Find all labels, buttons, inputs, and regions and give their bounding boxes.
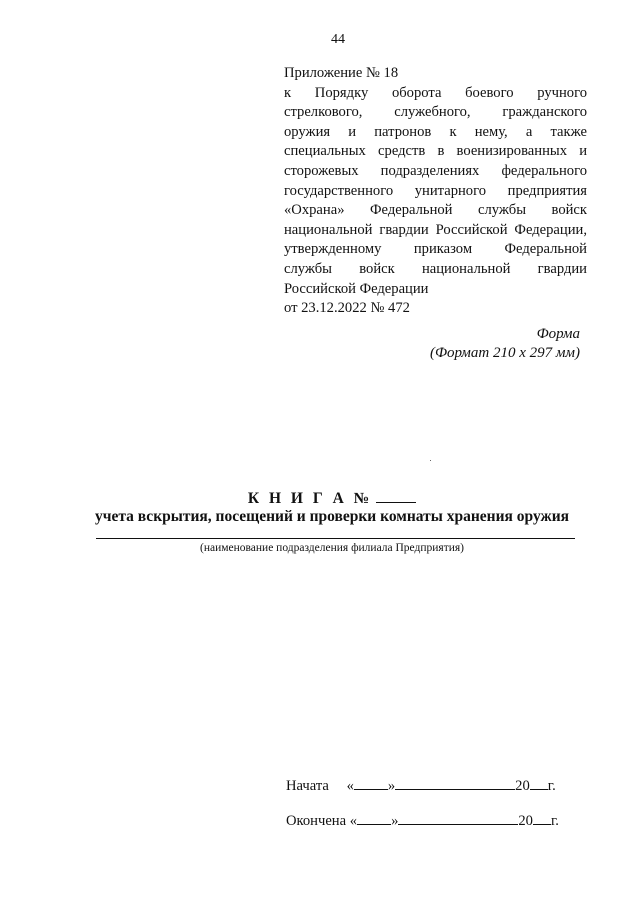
start-century: 20 (515, 778, 530, 794)
close-quote: » (391, 813, 399, 829)
page-number: 44 (331, 32, 345, 47)
appendix-line: оружия и патронов к нему, а также (284, 123, 587, 140)
book-title-text: К Н И Г А № (247, 490, 373, 507)
appendix-line: сторожевых подразделениях федерального (284, 162, 587, 179)
form-format: (Формат 210 х 297 мм) (429, 345, 580, 361)
appendix-line: стрелкового, служебного, гражданского (284, 104, 587, 121)
book-number-blank (376, 490, 416, 503)
start-date-row (286, 775, 556, 795)
appendix-line: национальной гвардии Российской Федерации, (284, 221, 587, 238)
start-year-blank (530, 775, 548, 790)
unit-name-line (96, 538, 575, 539)
appendix-line: государственного унитарного предприятия (284, 182, 587, 199)
end-year-blank (533, 810, 551, 825)
form-label (430, 325, 580, 363)
end-century: 20 (518, 813, 533, 829)
open-quote: « (346, 778, 354, 794)
start-month-blank (395, 775, 515, 790)
appendix-line: службы войск национальной гвардии (284, 260, 587, 277)
appendix-line: к Порядку оборота боевого ручного (284, 84, 587, 101)
start-year-suffix: г. (547, 778, 556, 794)
unit-name-caption: (наименование подразделения филиала Предприятия) (199, 542, 464, 554)
appendix-line: утвержденному приказом Федеральной (284, 241, 587, 258)
end-year-suffix: г. (550, 813, 559, 829)
close-quote: » (387, 778, 396, 794)
end-date-row (286, 810, 559, 830)
book-subtitle: учета вскрытия, посещений и проверки комнаты хранения оружия (94, 508, 570, 525)
form-title: Форма (536, 326, 580, 342)
appendix-line: специальных средств в военизированных и (284, 143, 587, 160)
start-day-blank (354, 775, 388, 790)
book-title (0, 490, 640, 508)
appendix-order-date: от 23.12.2022 № 472 (284, 300, 410, 317)
appendix-title: Приложение № 18 (284, 65, 399, 81)
appendix-block (284, 64, 587, 319)
appendix-line: «Охрана» Федеральной службы войск (284, 202, 587, 219)
end-month-blank (398, 810, 518, 825)
start-date-label: Начата (286, 778, 329, 794)
open-quote: « (349, 813, 358, 829)
appendix-line: Российской Федерации (284, 280, 429, 297)
scan-speck (430, 460, 431, 461)
end-date-label: Окончена (286, 813, 347, 829)
end-day-blank (357, 810, 391, 825)
